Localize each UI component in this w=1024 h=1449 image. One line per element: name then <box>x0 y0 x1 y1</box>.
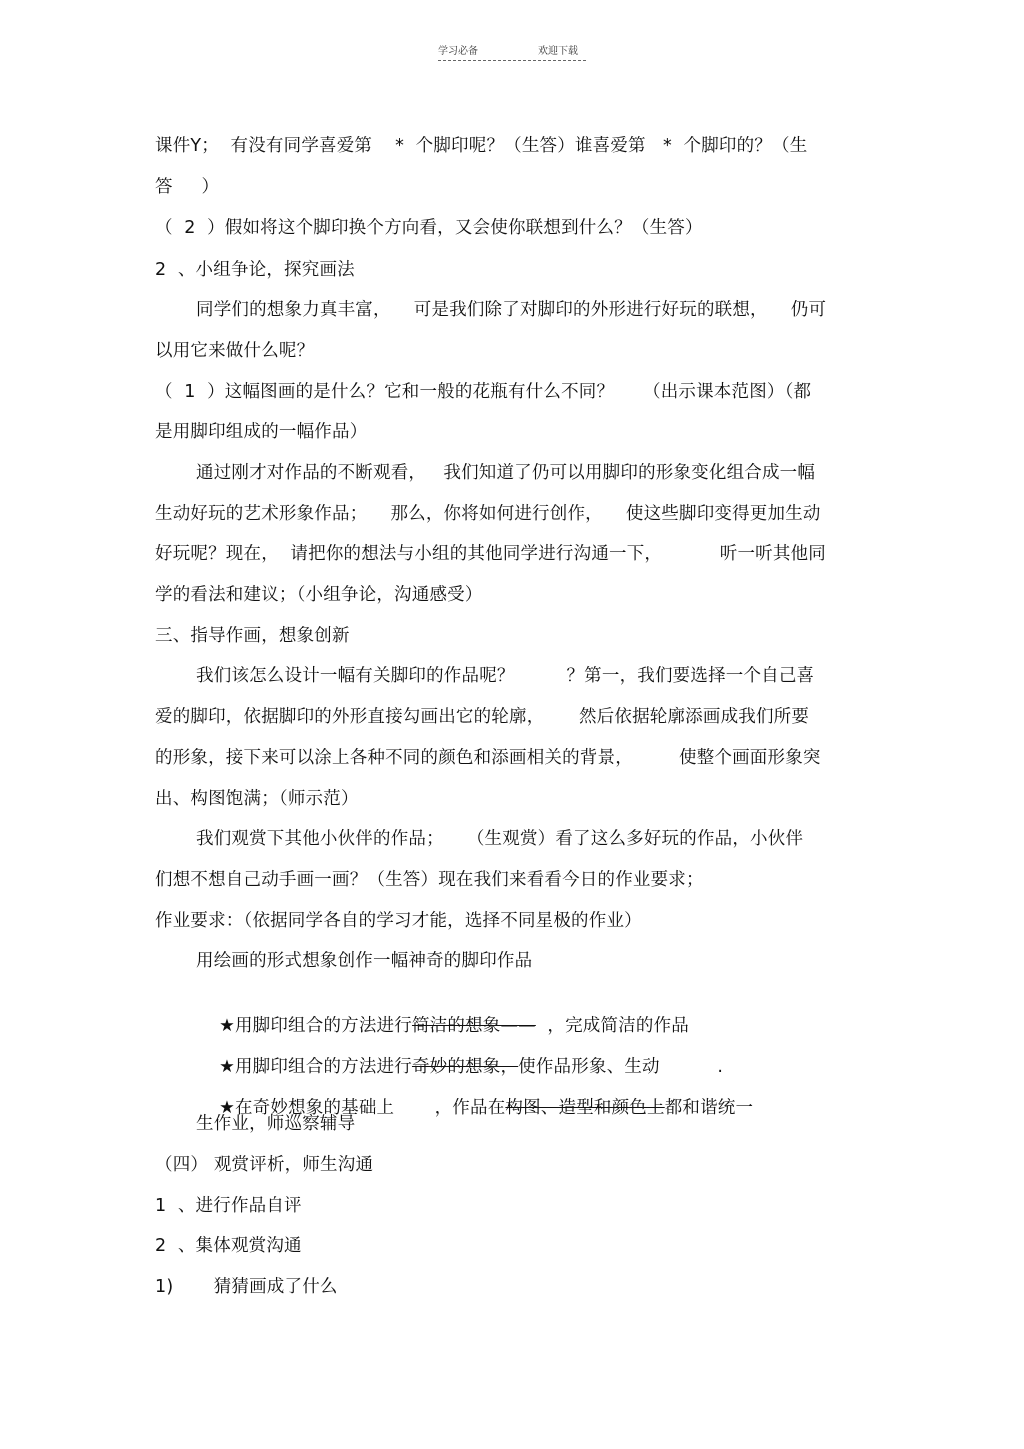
struck-text: 简洁的想象—— <box>411 1016 536 1036</box>
list-item: 1) 猜猜画成了什么 <box>155 1277 338 1297</box>
struck-text: 构图、造型和颜色上 <box>505 1098 665 1118</box>
header-right-text: 欢迎下载 <box>538 46 578 57</box>
paragraph-line: 是用脚印组成的一幅作品） <box>155 422 368 442</box>
task-text: 使作品形象、生动 . <box>518 1057 724 1077</box>
task-text: ★在奇妙想象的基础上 ，作品在 <box>219 1098 506 1118</box>
task-text: ★用脚印组合的方法进行 <box>219 1016 412 1036</box>
paragraph-line: 出、构图饱满；（师示范） <box>155 789 359 809</box>
paragraph-line: 爱的脚印，依据脚印的外形直接勾画出它的轮廓， 然后依据轮廓添画成我们所要 <box>155 707 810 727</box>
paragraph-line: 们想不想自己动手画一画？（生答）现在我们来看看今日的作业要求； <box>155 870 704 890</box>
paragraph-line: 的形象，接下来可以涂上各种不同的颜色和添画相关的背景， 使整个画面形象突 <box>155 748 821 768</box>
paragraph-line: 学的看法和建议；（小组争论，沟通感受） <box>155 585 483 605</box>
paragraph-line: 通过刚才对作品的不断观看， 我们知道了仍可以用脚印的形象变化组合成一幅 <box>196 463 816 483</box>
section-heading: 三、指导作画，想象创新 <box>155 626 350 646</box>
task-text: ，完成简洁的作品 <box>535 1016 689 1036</box>
paragraph-line: （ 1 ）这幅图画的是什么？它和一般的花瓶有什么不同？ （出示课本范图）（都 <box>155 382 812 402</box>
paragraph-line: 以用它来做什么呢？ <box>155 341 315 361</box>
paragraph-line: 同学们的想象力真丰富， 可是我们除了对脚印的外形进行好玩的联想， 仍可 <box>196 300 827 320</box>
paragraph-line: 生动好玩的艺术形象作品； 那么，你将如何进行创作， 使这些脚印变得更加生动 <box>155 504 821 524</box>
paragraph-line: 答 ） <box>155 177 220 197</box>
section-heading: 2 、小组争论，探究画法 <box>155 260 355 280</box>
section-heading: （四） 观赏评析，师生沟通 <box>155 1155 374 1175</box>
page-header <box>438 40 586 64</box>
struck-text: 奇妙的想象， <box>411 1057 519 1077</box>
list-item: 2 、集体观赏沟通 <box>155 1236 302 1256</box>
paragraph-line: 生作业，师巡察辅导 <box>196 1114 356 1134</box>
task-text: ★用脚印组合的方法进行 <box>219 1057 412 1077</box>
paragraph-line: 我们观赏下其他小伙伴的作品； （生观赏）看了这么多好玩的作品，小伙伴 <box>196 829 804 849</box>
paragraph-line: 课件Y； 有没有同学喜爱第 * 个脚印呢？（生答）谁喜爱第 * 个脚印的？（生 <box>155 136 808 156</box>
task-text: 都和谐统一 <box>664 1098 754 1118</box>
list-item: 1 、进行作品自评 <box>155 1196 302 1216</box>
paragraph-line: 用绘画的形式想象创作一幅神奇的脚印作品 <box>196 951 533 971</box>
header-divider <box>438 60 586 61</box>
paragraph-line: （ 2 ）假如将这个脚印换个方向看，又会使你联想到什么？（生答） <box>155 218 703 238</box>
paragraph-line: 作业要求：（依据同学各自的学习才能，选择不同星极的作业） <box>155 911 642 931</box>
paragraph-line: 我们该怎么设计一幅有关脚印的作品呢？ ？第一，我们要选择一个自己喜 <box>196 666 815 686</box>
header-left-text: 学习必备 <box>438 46 478 57</box>
paragraph-line: 好玩呢？现在， 请把你的想法与小组的其他同学进行沟通一下， 听一听其他同 <box>155 544 826 564</box>
